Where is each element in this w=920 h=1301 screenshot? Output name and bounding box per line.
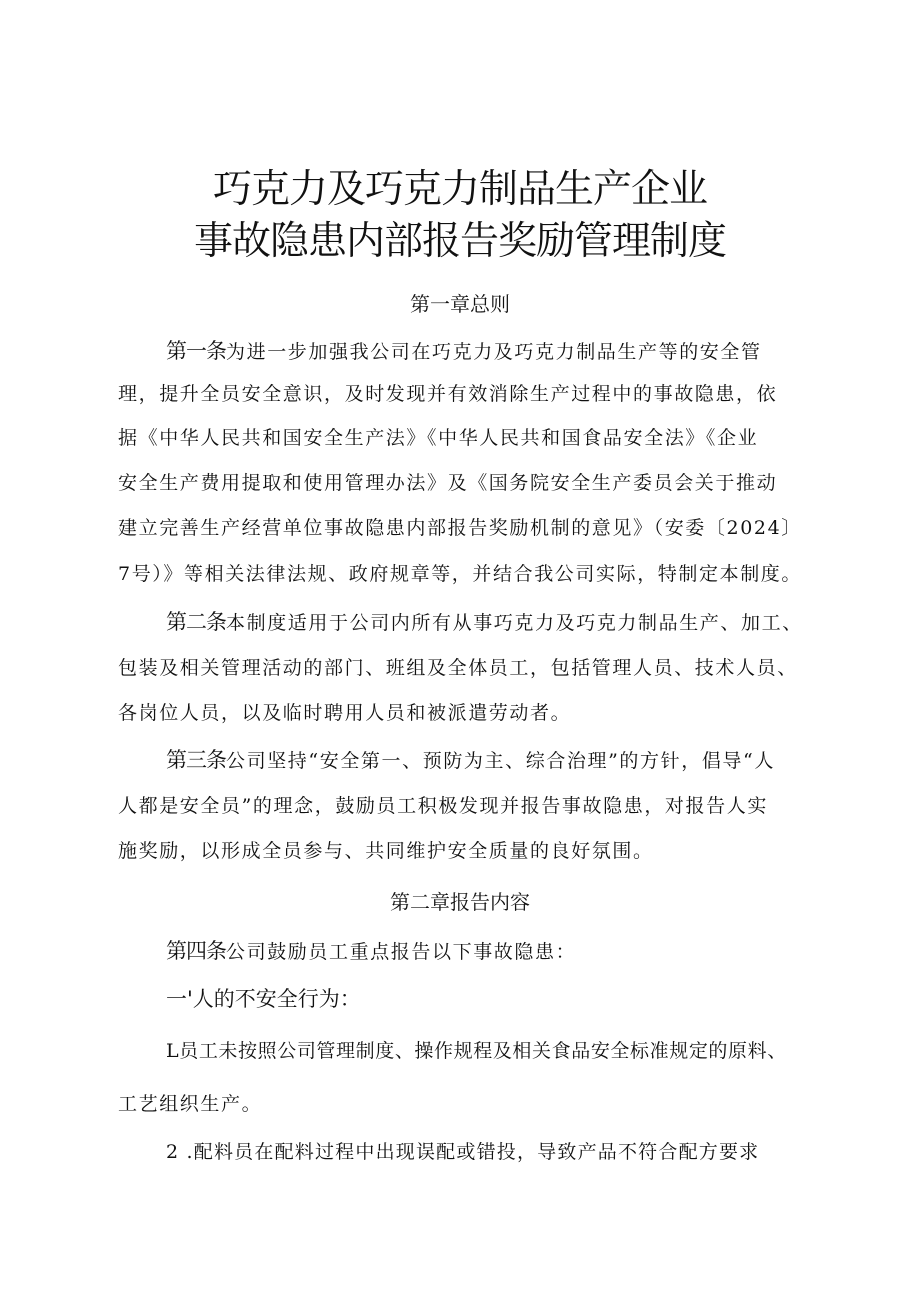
chapter-2-heading: 第二章报告内容 [390, 890, 530, 914]
article-2-label: 第二条 [166, 610, 226, 634]
article-1-line-3: 据《中华人民共和国安全生产法》《中华人民共和国食品安全法》《企业 [118, 427, 759, 449]
article-1-line-4: 安全生产费用提取和使用管理办法》及《国务院安全生产委员会关于推动 [118, 472, 778, 494]
article-3-label: 第三条 [166, 748, 226, 772]
section-1-heading-text: 一'人的不安全行为： [166, 987, 361, 1011]
article-1-label: 第一条 [166, 339, 226, 363]
article-1-line-5: 建立完善生产经营单位事故隐患内部报告奖励机制的意见》（安委〔2024〕 [118, 517, 802, 539]
article-3-line-2: 人都是安全员”的理念，鼓励员工积极发现并报告事故隐患，对报告人实 [118, 795, 768, 817]
article-4-line-1 [166, 938, 876, 965]
article-2-line-3: 各岗位人员，以及临时聘用人员和被派遣劳动者。 [118, 702, 572, 724]
article-3-line-3: 施奖励，以形成全员参与、共同维护安全质量的良好氛围。 [118, 840, 654, 862]
article-3-text-1: 公司坚持“安全第一、预防为主、综合治理”的方针，倡导“人 [226, 750, 775, 772]
item-1-line-2: 工艺组织生产。 [118, 1093, 263, 1115]
document-title-line-2: 事故隐患内部报告奖励管理制度 [193, 219, 726, 264]
item-2-line-1: 2 .配料员在配料过程中出现误配或错投，导致产品不符合配方要求 [166, 1141, 760, 1163]
article-2-line-1 [166, 609, 876, 636]
article-1-line-2: 理，提升全员安全意识，及时发现并有效消除生产过程中的事故隐患，依 [118, 383, 778, 405]
article-3-line-1 [166, 747, 876, 774]
article-2-text-1: 本制度适用于公司内所有从事巧克力及巧克力制品生产、加工、 [226, 612, 803, 634]
article-4-text-1: 公司鼓励员工重点报告以下事故隐患： [226, 941, 577, 963]
document-title-line-1: 巧克力及巧克力制品生产企业 [212, 167, 707, 212]
chapter-1-heading: 第一章总则 [410, 292, 510, 316]
article-4-label: 第四条 [166, 939, 226, 963]
article-1-line-6: 7号）》等相关法律法规、政府规章等，并结合我公司实际，特制定本制度。 [118, 563, 802, 585]
article-1-line-1 [166, 338, 876, 365]
item-1-line-1: L员工未按照公司管理制度、操作规程及相关食品安全标准规定的原料、 [166, 1040, 787, 1062]
section-1-heading [166, 986, 876, 1013]
article-2-line-2: 包装及相关管理活动的部门、班组及全体员工，包括管理人员、技术人员、 [118, 657, 798, 679]
article-1-text-1: 为进一步加强我公司在巧克力及巧克力制品生产等的安全管 [226, 341, 762, 363]
